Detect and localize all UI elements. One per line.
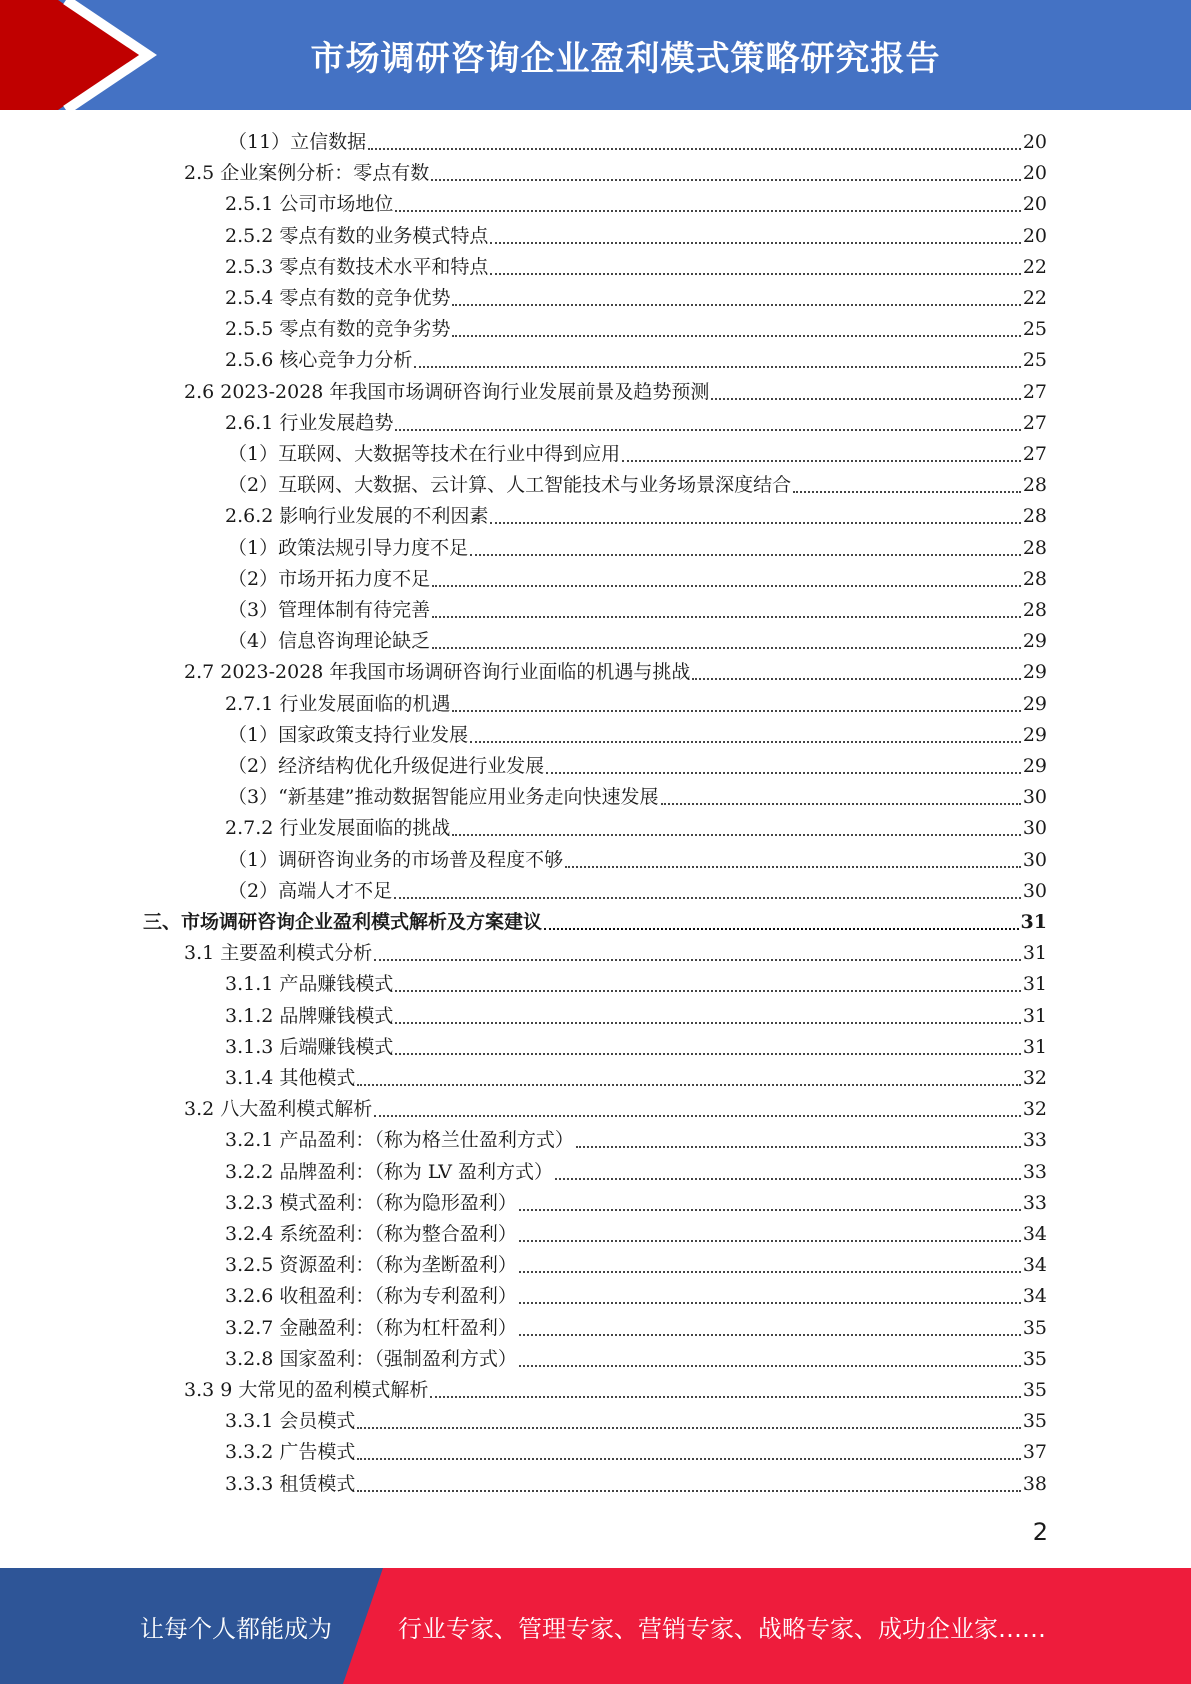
toc-entry-title: 2.5.5 零点有数的竞争劣势: [225, 318, 451, 341]
toc-entry[interactable]: [184, 377, 1047, 408]
toc-entry[interactable]: [225, 314, 1047, 345]
toc-entry-page: 28: [1022, 474, 1047, 497]
toc-entry-page: 35: [1022, 1379, 1047, 1401]
toc-dot-leader: [374, 1094, 1021, 1125]
toc-entry-title: （2）经济结构优化升级促进行业发展: [228, 755, 545, 777]
toc-dot-leader: [452, 689, 1020, 720]
toc-dot-leader: [470, 533, 1021, 564]
footer-slogan-left: 让每个人都能成为: [140, 1614, 332, 1643]
toc-entry-page: 22: [1022, 255, 1047, 278]
toc-entry[interactable]: [184, 1375, 1047, 1406]
toc-entry-page: 29: [1022, 630, 1047, 653]
toc-entry-page: 28: [1022, 599, 1047, 621]
toc-entry[interactable]: [228, 533, 1047, 564]
toc-dot-leader: [374, 938, 1021, 969]
toc-entry[interactable]: [225, 1281, 1047, 1312]
toc-entry-title: 3.1.1 产品赚钱模式: [225, 973, 394, 996]
toc-entry-page: 31: [1020, 911, 1047, 933]
toc-entry[interactable]: [225, 1125, 1047, 1156]
toc-dot-leader: [519, 1313, 1021, 1344]
toc-entry-title: 3.1.4 其他模式: [225, 1067, 356, 1089]
toc-entry-title: 3.2.7 金融盈利：（称为杠杆盈利）: [225, 1316, 517, 1339]
toc-entry[interactable]: [228, 720, 1047, 751]
toc-entry-title: 3.3.1 会员模式: [225, 1410, 356, 1433]
page-header: [0, 0, 1191, 110]
toc-entry-title: （1）互联网、大数据等技术在行业中得到应用: [228, 443, 621, 465]
toc-entry-title: （1）政策法规引导力度不足: [228, 536, 469, 559]
toc-entry-page: 29: [1022, 755, 1047, 777]
toc-entry[interactable]: [184, 657, 1047, 688]
toc-entry-page: 27: [1022, 411, 1047, 434]
toc-dot-leader: [432, 564, 1021, 595]
toc-entry[interactable]: [225, 1063, 1047, 1094]
toc-entry-title: 2.5.2 零点有数的业务模式特点: [225, 224, 489, 247]
toc-entry[interactable]: [143, 907, 1047, 938]
toc-dot-leader: [357, 1437, 1020, 1468]
toc-dot-leader: [357, 1406, 1020, 1437]
toc-dot-leader: [357, 1063, 1020, 1094]
toc-entry-page: 34: [1022, 1223, 1047, 1245]
toc-entry-title: 3.2.4 系统盈利：（称为整合盈利）: [225, 1223, 517, 1245]
toc-entry-title: 2.5.3 零点有数技术水平和特点: [225, 255, 489, 278]
footer-slogan-right: 行业专家、管理专家、营销专家、战略专家、成功企业家……: [398, 1614, 1046, 1643]
toc-entry-page: 28: [1022, 505, 1047, 528]
toc-entry-page: 31: [1022, 1004, 1047, 1027]
toc-entry-page: 38: [1022, 1472, 1047, 1495]
toc-entry-page: 32: [1022, 1067, 1047, 1089]
toc-entry-page: 28: [1022, 567, 1047, 590]
toc-dot-leader: [565, 845, 1021, 876]
toc-dot-leader: [544, 907, 1019, 938]
toc-entry[interactable]: [225, 1001, 1047, 1032]
toc-dot-leader: [430, 1375, 1020, 1406]
toc-entry-page: 31: [1022, 973, 1047, 996]
toc-entry-title: （4）信息咨询理论缺乏: [228, 630, 431, 653]
toc-entry-page: 29: [1022, 692, 1047, 715]
toc-entry-page: 25: [1022, 349, 1047, 372]
toc-entry[interactable]: [225, 969, 1047, 1000]
toc-entry[interactable]: [225, 1406, 1047, 1437]
toc-dot-leader: [519, 1219, 1021, 1250]
toc-entry-page: 25: [1022, 318, 1047, 341]
toc-entry[interactable]: [228, 564, 1047, 595]
toc-dot-leader: [622, 439, 1021, 470]
toc-entry[interactable]: [228, 470, 1047, 501]
toc-entry-title: 3.2.2 品牌盈利：（称为 LV 盈利方式）: [225, 1160, 554, 1183]
toc-entry[interactable]: [225, 1188, 1047, 1219]
toc-entry[interactable]: [225, 1313, 1047, 1344]
toc-entry[interactable]: [184, 158, 1047, 189]
toc-entry[interactable]: [225, 689, 1047, 720]
toc-dot-leader: [519, 1250, 1021, 1281]
toc-entry-page: 20: [1022, 224, 1047, 247]
toc-entry-title: （2）市场开拓力度不足: [228, 567, 431, 590]
toc-entry[interactable]: [225, 345, 1047, 376]
toc-dot-leader: [519, 1281, 1021, 1312]
toc-entry-page: 33: [1022, 1160, 1047, 1183]
toc-entry-title: 3.3 9 大常见的盈利模式解析: [184, 1379, 429, 1401]
toc-dot-leader: [490, 501, 1020, 532]
toc-entry-page: 29: [1022, 723, 1047, 746]
toc-entry-title: 2.5.6 核心竞争力分析: [225, 349, 413, 372]
toc-entry-title: 2.7 2023-2028 年我国市场调研咨询行业面临的机遇与挑战: [184, 661, 691, 684]
toc-entry[interactable]: [225, 813, 1047, 844]
toc-entry-page: 30: [1022, 817, 1047, 840]
toc-dot-leader: [555, 1157, 1021, 1188]
toc-entry[interactable]: [225, 1250, 1047, 1281]
toc-entry[interactable]: [225, 1032, 1047, 1063]
toc-entry-title: 3.2.3 模式盈利：（称为隐形盈利）: [225, 1191, 517, 1214]
toc-entry-page: 33: [1022, 1191, 1047, 1214]
toc-dot-leader: [519, 1344, 1021, 1375]
toc-entry-title: 2.6.1 行业发展趋势: [225, 411, 394, 434]
toc-entry[interactable]: [228, 876, 1047, 907]
toc-entry[interactable]: [228, 782, 1047, 813]
toc-entry-page: 22: [1022, 287, 1047, 309]
toc-dot-leader: [470, 720, 1021, 751]
toc-entry[interactable]: [225, 1344, 1047, 1375]
toc-entry[interactable]: [225, 1437, 1047, 1468]
toc-entry[interactable]: [225, 1157, 1047, 1188]
toc-entry[interactable]: [225, 1219, 1047, 1250]
toc-entry-page: 35: [1022, 1347, 1047, 1370]
page-number: 2: [1032, 1518, 1048, 1546]
report-title: 市场调研咨询企业盈利模式策略研究报告: [310, 38, 941, 79]
toc-entry[interactable]: [225, 501, 1047, 532]
toc-dot-leader: [395, 408, 1020, 439]
toc-entry-title: 3.2.5 资源盈利：（称为垄断盈利）: [225, 1254, 517, 1277]
toc-dot-leader: [490, 252, 1020, 283]
toc-dot-leader: [452, 314, 1020, 345]
toc-entry-page: 35: [1022, 1410, 1047, 1433]
toc-entry-title: （1）国家政策支持行业发展: [228, 723, 469, 746]
toc-dot-leader: [414, 345, 1020, 376]
toc-entry-title: 2.6.2 影响行业发展的不利因素: [225, 505, 489, 528]
toc-entry-title: 3.2.1 产品盈利：（称为格兰仕盈利方式）: [225, 1129, 574, 1152]
toc-entry[interactable]: [225, 283, 1047, 314]
toc-entry-title: （3）管理体制有待完善: [228, 599, 431, 621]
toc-entry-title: （3）“新基建”推动数据智能应用业务走向快速发展: [228, 786, 659, 809]
toc-dot-leader: [546, 751, 1021, 782]
toc-dot-leader: [368, 127, 1021, 158]
toc-entry-page: 27: [1022, 443, 1047, 465]
toc-dot-leader: [490, 221, 1020, 252]
toc-entry-page: 31: [1022, 942, 1047, 965]
toc-entry[interactable]: [225, 221, 1047, 252]
toc-entry-title: 2.5 企业案例分析：零点有数: [184, 162, 430, 185]
toc-dot-leader: [452, 813, 1020, 844]
toc-dot-leader: [576, 1125, 1021, 1156]
toc-dot-leader: [432, 595, 1021, 626]
toc-entry-page: 32: [1022, 1098, 1047, 1121]
toc-entry-title: 三、市场调研咨询企业盈利模式解析及方案建议: [143, 911, 543, 933]
toc-entry[interactable]: [225, 1469, 1047, 1500]
toc-dot-leader: [692, 657, 1020, 688]
toc-entry[interactable]: [228, 595, 1047, 626]
toc-entry-title: 3.3.2 广告模式: [225, 1441, 356, 1464]
toc-entry-page: 35: [1022, 1316, 1047, 1339]
toc-entry[interactable]: [228, 439, 1047, 470]
toc-entry-page: 20: [1022, 131, 1047, 153]
toc-entry-page: 20: [1022, 162, 1047, 185]
toc-entry[interactable]: [228, 127, 1047, 158]
toc-entry[interactable]: [228, 845, 1047, 876]
toc-entry-page: 30: [1022, 848, 1047, 871]
toc-entry-page: 30: [1022, 879, 1047, 902]
toc-dot-leader: [357, 1469, 1020, 1500]
toc-dot-leader: [452, 283, 1020, 314]
toc-entry-title: 2.7.2 行业发展面临的挑战: [225, 817, 451, 840]
toc-dot-leader: [395, 189, 1020, 220]
toc-entry-title: 3.1 主要盈利模式分析: [184, 942, 373, 965]
toc-entry[interactable]: [225, 408, 1047, 439]
toc-entry-page: 30: [1022, 786, 1047, 809]
toc-dot-leader: [395, 969, 1020, 1000]
toc-entry-title: （2）互联网、大数据、云计算、人工智能技术与业务场景深度结合: [228, 474, 792, 497]
toc-entry-page: 33: [1022, 1129, 1047, 1152]
toc-entry-title: 3.3.3 租赁模式: [225, 1472, 356, 1495]
toc-dot-leader: [661, 782, 1021, 813]
toc-entry-title: （1）调研咨询业务的市场普及程度不够: [228, 848, 564, 871]
toc-entry-title: 3.2 八大盈利模式解析: [184, 1098, 373, 1121]
toc-dot-leader: [394, 876, 1021, 907]
toc-entry-title: 3.1.3 后端赚钱模式: [225, 1035, 394, 1058]
toc-entry[interactable]: [228, 626, 1047, 657]
toc-entry-page: 34: [1022, 1254, 1047, 1277]
toc-entry[interactable]: [228, 751, 1047, 782]
toc-entry[interactable]: [225, 252, 1047, 283]
toc-dot-leader: [519, 1188, 1021, 1219]
toc-dot-leader: [793, 470, 1021, 501]
toc-entry-page: 31: [1022, 1035, 1047, 1058]
page-footer: [0, 1568, 1191, 1684]
toc-entry-title: 3.2.8 国家盈利：（强制盈利方式）: [225, 1347, 517, 1370]
toc-entry-page: 34: [1022, 1285, 1047, 1308]
toc-entry-title: 3.2.6 收租盈利：（称为专利盈利）: [225, 1285, 517, 1308]
toc-entry-title: 2.7.1 行业发展面临的机遇: [225, 692, 451, 715]
toc-entry[interactable]: [225, 189, 1047, 220]
toc-dot-leader: [432, 626, 1021, 657]
toc-entry-page: 29: [1022, 661, 1047, 684]
toc-entry-page: 37: [1022, 1441, 1047, 1464]
toc-entry-page: 20: [1022, 193, 1047, 216]
toc-entry-page: 27: [1022, 380, 1047, 403]
toc-dot-leader: [395, 1032, 1020, 1063]
toc-dot-leader: [395, 1001, 1020, 1032]
toc-entry-title: （2）高端人才不足: [228, 879, 393, 902]
toc-dot-leader: [431, 158, 1021, 189]
toc-entry-title: 3.1.2 品牌赚钱模式: [225, 1004, 394, 1027]
toc-entry[interactable]: [184, 1094, 1047, 1125]
toc-entry-page: 28: [1022, 536, 1047, 559]
toc-entry[interactable]: [184, 938, 1047, 969]
toc-entry-title: 2.6 2023-2028 年我国市场调研咨询行业发展前景及趋势预测: [184, 380, 710, 403]
toc-entry-title: 2.5.4 零点有数的竞争优势: [225, 287, 451, 309]
toc-entry-title: （11）立信数据: [228, 131, 367, 153]
toc-entry-title: 2.5.1 公司市场地位: [225, 193, 394, 216]
toc-dot-leader: [711, 377, 1020, 408]
